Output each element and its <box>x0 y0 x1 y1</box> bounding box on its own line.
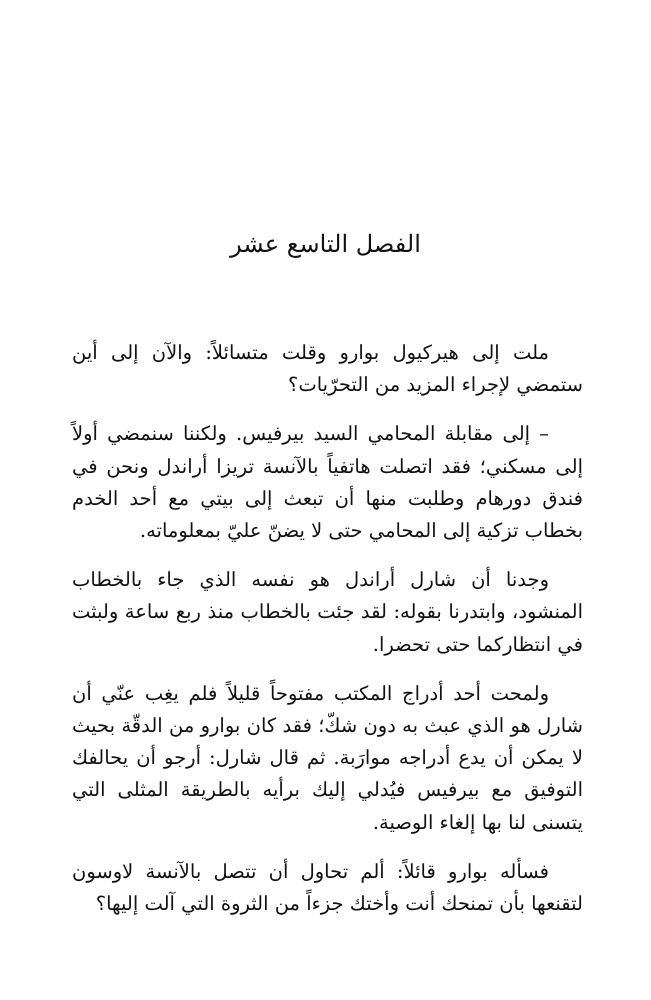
paragraph: ولمحت أحد أدراج المكتب مفتوحاً قليلاً فلم يغِب عنّي أن شارل هو الذي عبث به دون شكّ؛ فقد كان بوارو من الدقّة بحيث لا يمكن أن يدع أدراجه موارَبة. ثم قال شارل: أرجو أن يحالفك التوفيق مع بيرفيس فيُدلي إليك برأيه بالطريقة المثلى التي يتسنى لنا بها إلغاء الوصية. <box>72 681 583 834</box>
chapter-title: الفصل التاسع عشر <box>230 230 421 258</box>
paragraph: ملت إلى هيركيول بوارو وقلت متسائلاً: والآن إلى أين ستمضي لإجراء المزيد من التحرّيات؟ <box>72 341 583 397</box>
chapter-body <box>72 337 583 937</box>
paragraph: وجدنا أن شارل أراندل هو نفسه الذي جاء بالخطاب المنشود، وابتدرنا بقوله: لقد جئت بالخطاب منذ ربع ساعة ولبثت في انتظاركما حتى تحضرا. <box>72 568 583 656</box>
paragraph: – إلى مقابلة المحامي السيد بيرفيس. ولكننا سنمضي أولاً إلى مسكني؛ فقد اتصلت هاتفياً بالآنسة تريزا أراندل ونحن في فندق دورهام وطلبت منها أن تبعث إلى بيتي مع أحد الخدم بخطاب تزكية إلى المحامي حتى لا يضنّ عليّ بمعلوماته. <box>72 422 583 543</box>
paragraph: فسأله بوارو قائلاً: ألم تحاول أن تتصل بالآنسة لاوسون لتقنعها بأن تمنحك أنت وأختك جزءاً من الثروة التي آلت إليها؟ <box>72 859 583 916</box>
